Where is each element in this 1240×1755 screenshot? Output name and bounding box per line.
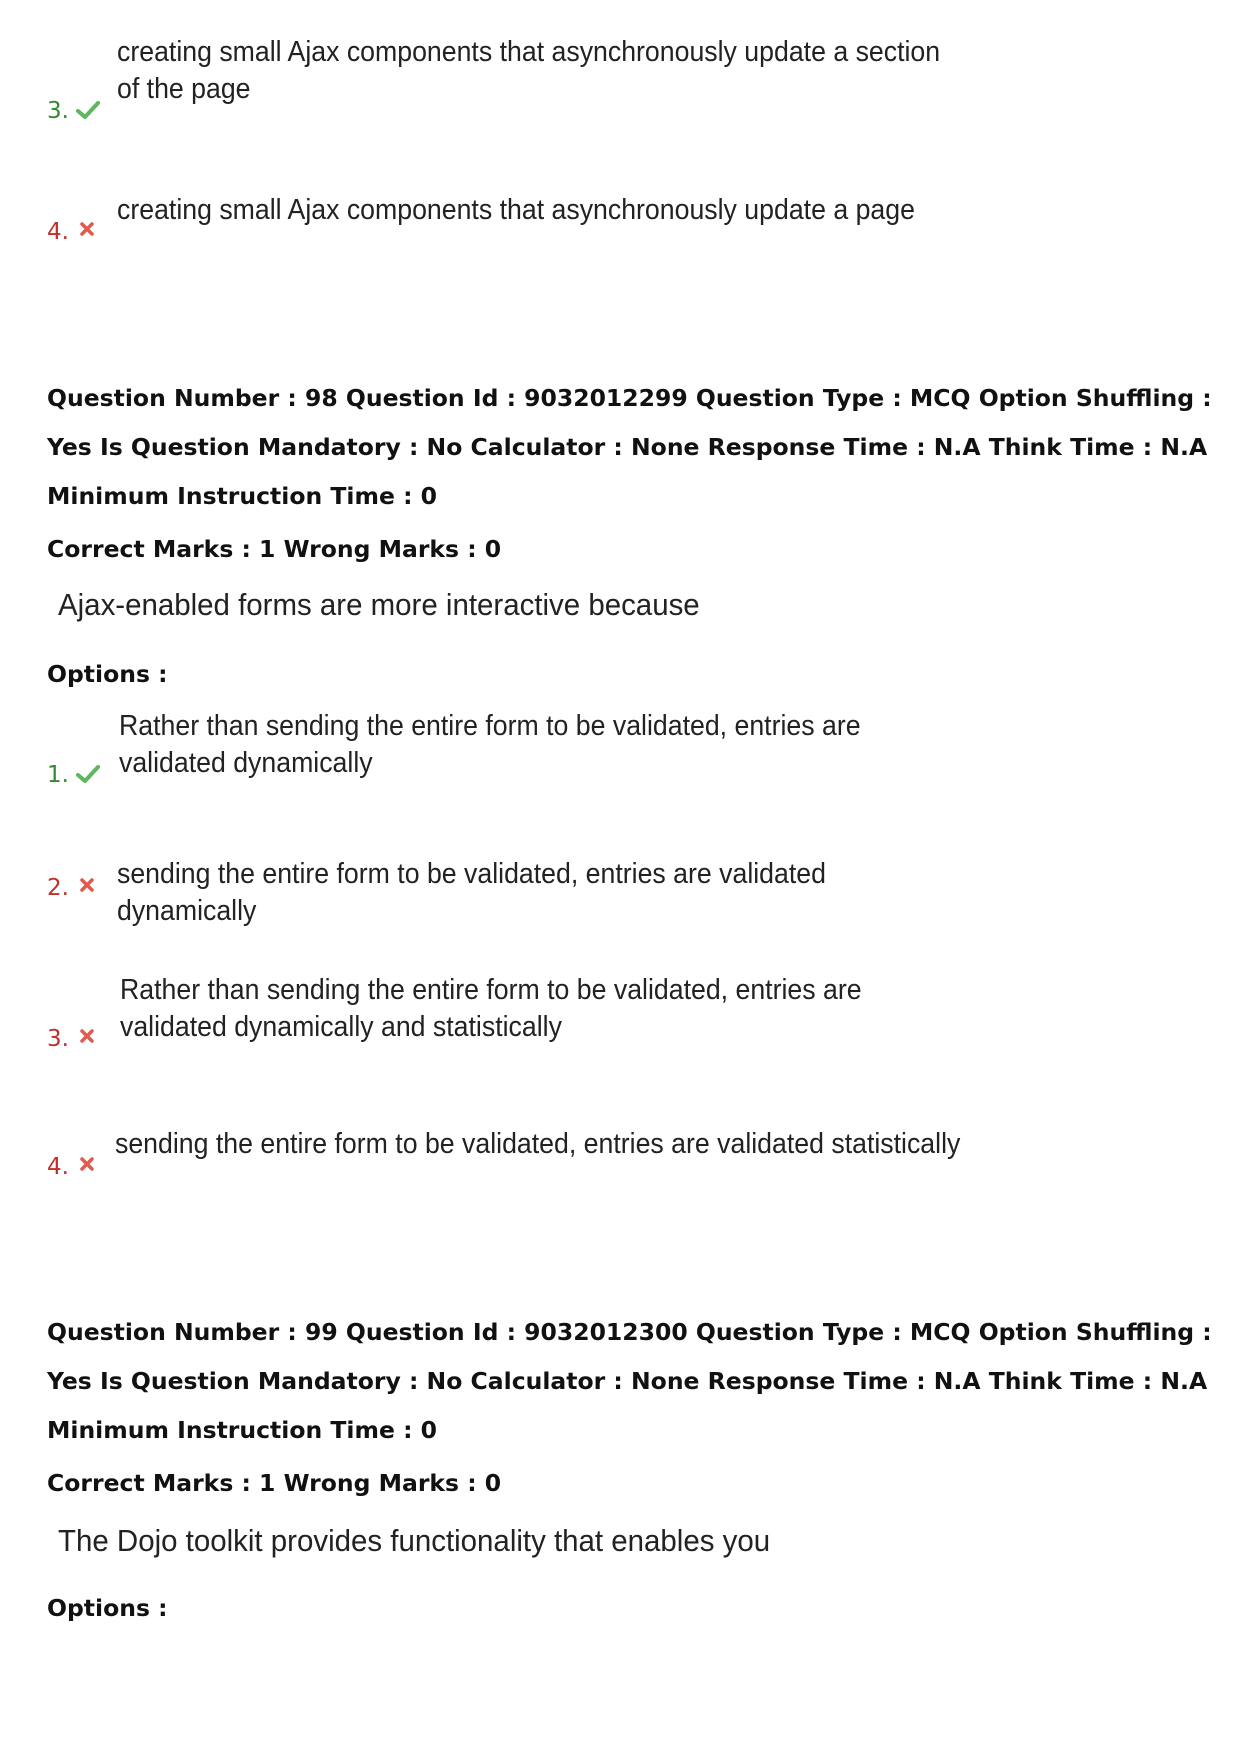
cross-icon (79, 221, 95, 237)
option-number: 4. (47, 219, 69, 245)
check-icon (76, 100, 100, 120)
options-label: Options : (47, 660, 168, 688)
option-text: Rather than sending the entire form to be validated, entries are validated dynamically and statistically (120, 974, 862, 1043)
option-number: 1. (47, 762, 69, 788)
option-number: 3. (47, 1026, 69, 1052)
option-text: Rather than sending the entire form to be validated, entries are validated dynamically (119, 710, 861, 779)
option-number: 2. (47, 875, 69, 901)
cross-icon (79, 877, 95, 893)
option-number: 4. (47, 1154, 69, 1180)
question-marks: Correct Marks : 1 Wrong Marks : 0 (47, 535, 502, 563)
question-text: Ajax-enabled forms are more interactive because (58, 587, 700, 622)
cross-icon (79, 1156, 95, 1172)
question-meta: Question Number : 98 Question Id : 9032012299 Question Type : MCQ Option Shuffling : Yes Is Question Mandatory : No Calculator : None Response Time : N.A Think Time : N.A Minimum Instruction Time : 0 (47, 384, 1212, 510)
option-text: sending the entire form to be validated, entries are validated statistically (115, 1128, 961, 1160)
option-text: sending the entire form to be validated, entries are validated dynamically (117, 858, 826, 927)
option-text: creating small Ajax components that asynchronously update a page (117, 194, 915, 226)
options-label: Options : (47, 1594, 168, 1622)
question-marks: Correct Marks : 1 Wrong Marks : 0 (47, 1469, 502, 1497)
check-icon (76, 764, 100, 784)
cross-icon (79, 1028, 95, 1044)
question-meta: Question Number : 99 Question Id : 9032012300 Question Type : MCQ Option Shuffling : Yes Is Question Mandatory : No Calculator : None Response Time : N.A Think Time : N.A Minimum Instruction Time : 0 (47, 1318, 1212, 1444)
option-text: creating small Ajax components that asynchronously update a section of the page (117, 36, 941, 105)
option-number: 3. (47, 98, 69, 124)
question-text: The Dojo toolkit provides functionality that enables you (58, 1523, 771, 1558)
